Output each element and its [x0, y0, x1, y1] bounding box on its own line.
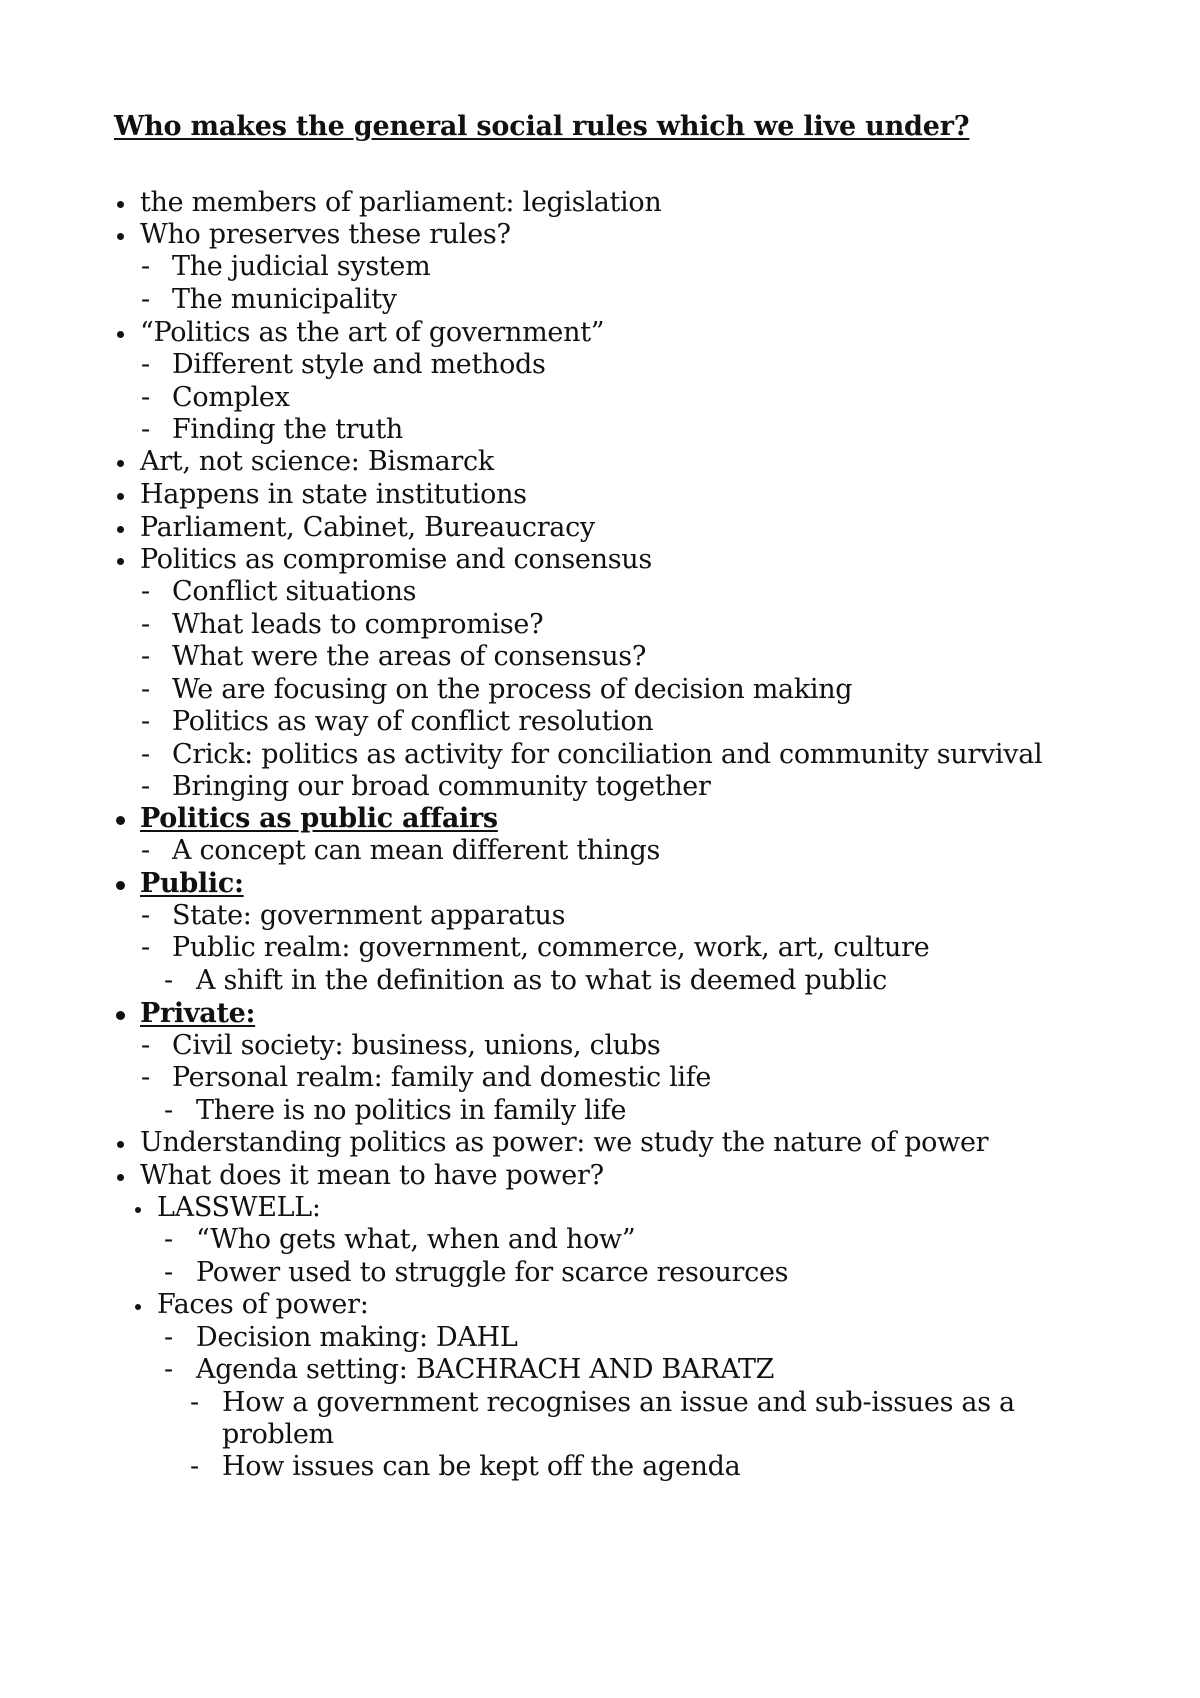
list-item-text: Conflict situations: [172, 576, 417, 607]
dash-marker: -: [141, 771, 150, 802]
dash-marker: -: [141, 641, 150, 672]
list-item-text: Crick: politics as activity for conciliation and community survival: [172, 739, 1043, 770]
dash-marker: -: [141, 739, 150, 770]
list-item-text: Understanding politics as power: we study the nature of power: [140, 1127, 989, 1158]
list-item-text: There is no politics in family life: [196, 1095, 627, 1126]
dash-marker: -: [190, 1387, 199, 1418]
list-item-text: The municipality: [172, 284, 397, 315]
dash-marker: -: [141, 382, 150, 413]
list-item-text: Different style and methods: [172, 349, 546, 380]
list-item-text: Politics as compromise and consensus: [140, 544, 652, 575]
list-item-text: Bringing our broad community together: [172, 771, 711, 802]
section-heading: Politics as public affairs: [140, 803, 498, 834]
list-item-text: “Who gets what, when and how”: [196, 1224, 636, 1255]
dash-marker: -: [141, 349, 150, 380]
list-item-text: How issues can be kept off the agenda: [222, 1451, 741, 1482]
list-item-text: A concept can mean different things: [172, 835, 660, 866]
dash-marker: -: [141, 251, 150, 282]
list-item-text: Public realm: government, commerce, work, art, culture: [172, 932, 930, 963]
bullet-icon: [117, 331, 124, 338]
bullet-icon: [116, 816, 125, 825]
list-item-text: Civil society: business, unions, clubs: [172, 1030, 661, 1061]
list-item-text: Agenda setting: BACHRACH AND BARATZ: [196, 1354, 775, 1385]
dash-marker: -: [141, 609, 150, 640]
dash-marker: -: [164, 965, 173, 996]
bullet-icon: [117, 233, 124, 240]
bullet-icon: [117, 558, 124, 565]
list-item-text: problem: [222, 1419, 334, 1450]
dash-marker: -: [141, 932, 150, 963]
list-item-text: What were the areas of consensus?: [172, 641, 647, 672]
list-item-text: Happens in state institutions: [140, 479, 527, 510]
dash-marker: -: [141, 284, 150, 315]
bullet-icon: [117, 460, 124, 467]
list-item-text: Politics as way of conflict resolution: [172, 706, 654, 737]
list-item-text: Finding the truth: [172, 414, 404, 445]
list-item-text: What does it mean to have power?: [140, 1160, 604, 1191]
list-item-text: What leads to compromise?: [172, 609, 544, 640]
dash-marker: -: [164, 1224, 173, 1255]
list-item-text: State: government apparatus: [172, 900, 566, 931]
list-item-text: Complex: [172, 382, 290, 413]
list-item-text: Faces of power:: [157, 1289, 369, 1320]
dash-marker: -: [141, 900, 150, 931]
dash-marker: -: [141, 1030, 150, 1061]
section-heading: Public:: [140, 868, 244, 899]
dash-marker: -: [164, 1322, 173, 1353]
list-item-text: Who preserves these rules?: [140, 219, 511, 250]
list-item-text: LASSWELL:: [157, 1192, 321, 1223]
list-item-text: “Politics as the art of government”: [140, 317, 605, 348]
bullet-icon: [116, 1011, 125, 1020]
dash-marker: -: [141, 835, 150, 866]
list-item-text: A shift in the definition as to what is deemed public: [196, 965, 887, 996]
dash-marker: -: [141, 414, 150, 445]
page-title: Who makes the general social rules which we live under?: [114, 111, 970, 142]
list-item-text: The judicial system: [172, 251, 431, 282]
bullet-icon: [117, 1141, 124, 1148]
list-item-text: How a government recognises an issue and sub-issues as a: [222, 1387, 1015, 1418]
bullet-icon: [117, 1174, 124, 1181]
dash-marker: -: [164, 1095, 173, 1126]
list-item-text: the members of parliament: legislation: [140, 187, 662, 218]
list-item-text: We are focusing on the process of decision making: [172, 674, 853, 705]
list-item-text: Decision making: DAHL: [196, 1322, 518, 1353]
dash-marker: -: [141, 706, 150, 737]
dash-marker: -: [141, 674, 150, 705]
bullet-icon: [117, 493, 124, 500]
bullet-icon: [117, 526, 124, 533]
bullet-icon: [135, 1304, 141, 1310]
list-item-text: Parliament, Cabinet, Bureaucracy: [140, 512, 595, 543]
list-item-text: Power used to struggle for scarce resources: [196, 1257, 789, 1288]
dash-marker: -: [164, 1257, 173, 1288]
bullet-icon: [117, 201, 124, 208]
dash-marker: -: [141, 576, 150, 607]
dash-marker: -: [164, 1354, 173, 1385]
dash-marker: -: [141, 1062, 150, 1093]
section-heading: Private:: [140, 998, 256, 1029]
dash-marker: -: [190, 1451, 199, 1482]
bullet-icon: [135, 1207, 141, 1213]
bullet-icon: [116, 881, 125, 890]
list-item-text: Art, not science: Bismarck: [140, 446, 494, 477]
list-item-text: Personal realm: family and domestic life: [172, 1062, 712, 1093]
